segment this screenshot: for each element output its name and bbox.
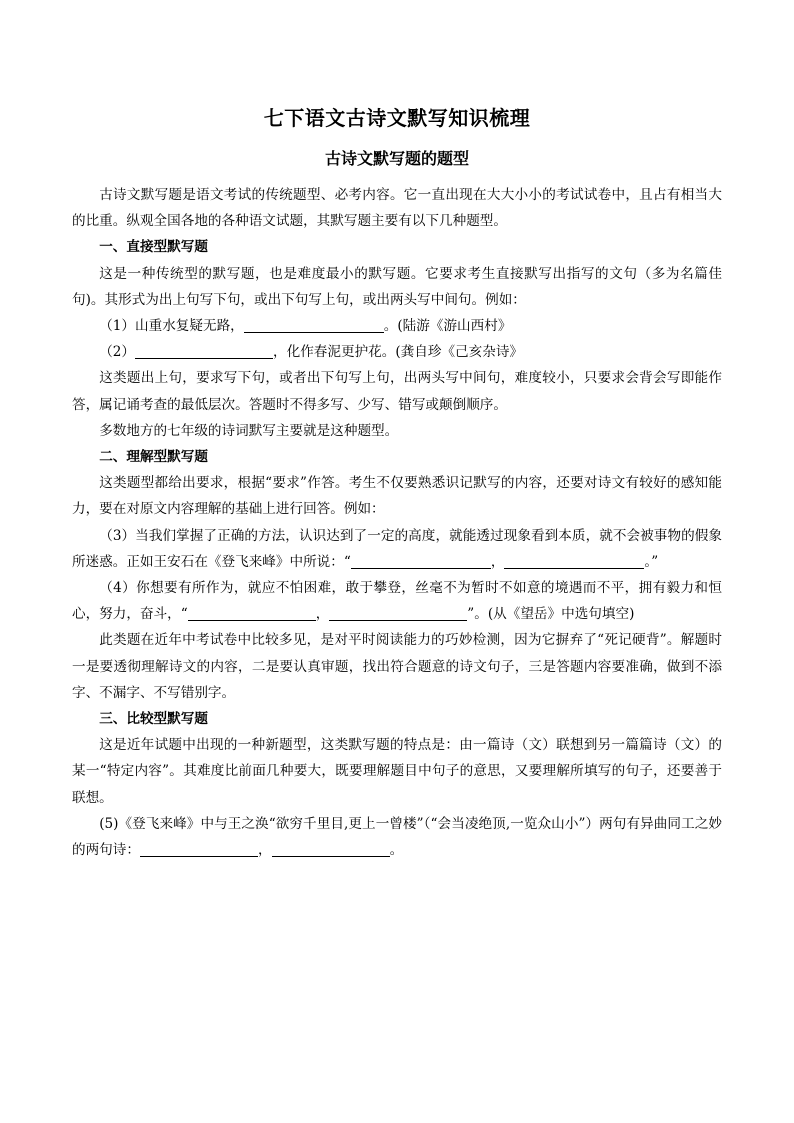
question-3-prefix: （3）当我们掌握了正确的方法，认识达到了一定的高度，就能透过现象看到本质，就不会被事物的假象所迷惑。正如王安石在《登飞来峰》中所说：“ [72, 527, 722, 570]
section-understanding-description: 这类题型都给出要求，根据“要求”作答。考生不仅要熟悉识记默写的内容，还要对诗文有较好的感知能力，要在对原文内容理解的基础上进行回答。例如： [72, 475, 722, 518]
question-4-suffix: ”。(从《望岳》中选句填空) [467, 606, 635, 623]
question-4-mid: ， [315, 606, 330, 623]
answer-blank[interactable] [329, 605, 467, 621]
question-5 [72, 811, 722, 863]
section-understanding-note: 此类题在近年中考试卷中比较多见，是对平时阅读能力的巧妙检测，因为它摒弃了“死记硬背”。解题时一是要透彻理解诗文的内容，二是要认真审题，找出符合题意的诗文句子，三是答题内容要准确，做到不添字、不漏字、不写错别字。 [72, 632, 722, 701]
question-5-suffix: 。 [389, 842, 404, 859]
page-subtitle: 古诗文默写题的题型 [324, 149, 469, 168]
section-heading-understanding: 二、理解型默写题 [99, 449, 208, 466]
question-2-prefix: （2） [99, 344, 136, 361]
question-1-suffix: 。(陆游《游山西村》 [383, 318, 512, 335]
question-4 [72, 575, 722, 627]
question-3-mid: ， [490, 553, 505, 570]
page-title: 七下语文古诗文默写知识梳理 [263, 106, 531, 130]
question-5-mid: ， [257, 842, 272, 859]
answer-blank[interactable] [140, 841, 258, 857]
section-heading-direct: 一、直接型默写题 [99, 239, 208, 256]
question-5-prefix: (5)《登飞来峰》中与王之涣“欲穷千里目,更上一曾楼”（“会当凌绝顶,一览众山小”）两句有异曲同工之妙的两句诗： [72, 815, 722, 859]
question-2-suffix: ，化作春泥更护花。(龚自珍《己亥杂诗》 [273, 344, 524, 361]
section-comparison-description: 这是近年试题中出现的一种新题型，这类默写题的特点是：由一篇诗（文）联想到另一篇篇诗（文）的某一“特定内容”。其难度比前面几种要大，既要理解题目中句子的意思，又要理解所填写的句子，还要善于联想。 [72, 737, 722, 806]
answer-blank[interactable] [272, 841, 390, 857]
answer-blank[interactable] [188, 605, 316, 621]
question-1 [72, 313, 722, 339]
section-direct-note-2: 多数地方的七年级的诗词默写主要就是这种题型。 [99, 422, 399, 439]
answer-blank[interactable] [504, 553, 644, 569]
intro-paragraph: 古诗文默写题是语文考试的传统题型、必考内容。它一直出现在大大小小的考试试卷中，且占有相当大的比重。纵观全国各地的各种语文试题，其默写题主要有以下几种题型。 [72, 187, 722, 230]
document-body [72, 182, 722, 863]
answer-blank[interactable] [351, 553, 491, 569]
question-3 [72, 523, 722, 575]
answer-blank[interactable] [244, 317, 384, 333]
question-4-prefix: （4）你想要有所作为，就应不怕困难，敢于攀登，丝毫不为暂时不如意的境遇而不平，拥有毅力和恒心，努力，奋斗，“ [72, 580, 722, 623]
question-2 [72, 339, 722, 365]
question-3-suffix: 。” [644, 553, 659, 570]
answer-blank[interactable] [135, 343, 273, 359]
section-direct-description: 这是一种传统型的默写题，也是难度最小的默写题。它要求考生直接默写出指写的文句（多为名篇佳句)。其形式为出上句写下句，或出下句写上句，或出两头写中间句。例如： [72, 265, 722, 308]
question-1-prefix: （1）山重水复疑无路， [99, 318, 244, 335]
section-direct-note: 这类题出上句，要求写下句，或者出下句写上句，出两头写中间句，难度较小，只要求会背会写即能作答，属记诵考查的最低层次。答题时不得多写、少写、错写或颠倒顺序。 [72, 370, 722, 413]
section-heading-comparison: 三、比较型默写题 [99, 711, 208, 728]
